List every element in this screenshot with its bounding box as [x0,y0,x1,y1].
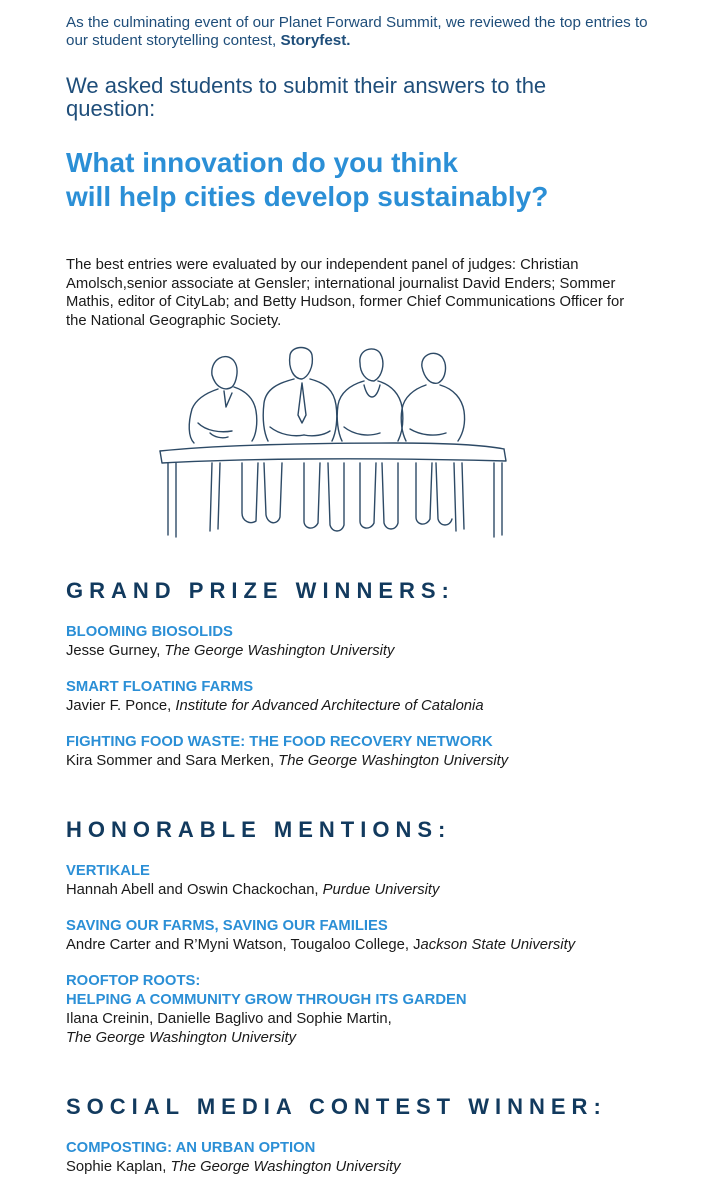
intro-paragraph [66,14,666,50]
entry-title: BLOOMING BIOSOLIDS [66,624,233,640]
entry-author-names: Ilana Creinin, Danielle Baglivo and Sophie Martin, [66,1011,392,1027]
storyfest-highlight: Storyfest. [280,32,351,49]
entry-authors [66,1158,686,1177]
entry-authors [66,697,686,716]
grand-prize-entry-3 [66,733,686,771]
grand-prize-entry-2 [66,678,686,716]
judges-panel-illustration [154,345,514,555]
entry-title: VERTIKALE [66,863,150,879]
entry-school: ackson State University [420,937,576,953]
entry-authors [66,881,686,900]
honorable-mentions-heading: HONORABLE MENTIONS: [66,817,452,842]
entry-authors [66,936,686,955]
honorable-entry-3 [66,972,686,1048]
judge-figure-3 [337,349,403,441]
entry-school: Institute for Advanced Architecture of Catalonia [175,698,484,714]
entry-author-names: Jesse Gurney, [66,643,165,659]
entry-school: The George Washington University [170,1159,401,1175]
judges-paragraph: The best entries were evaluated by our independent panel of judges: Christian Amolsch,senior associate at Gensler; international journalist David Enders; Sommer Mathis, editor of CityLab; and Betty Hudson, former Chief Communications Officer for the National Geographic Society. [66,257,625,329]
honorable-entry-1 [66,862,686,900]
entry-authors [66,642,686,661]
entry-title: SAVING OUR FARMS, SAVING OUR FAMILIES [66,918,388,934]
question-line-2: will help cities develop sustainably? [66,181,549,212]
grand-prize-heading: GRAND PRIZE WINNERS: [66,578,455,603]
entry-school: The George Washington University [278,753,509,769]
asked-paragraph: We asked students to submit their answers to the question: [66,73,547,121]
entry-authors [66,1010,686,1048]
social-entry-1 [66,1139,686,1177]
entry-title-line-1: ROOFTOP ROOTS: [66,973,201,989]
entry-author-names: Hannah Abell and Oswin Chackochan, [66,882,323,898]
judge-figure-4 [401,353,464,441]
honorable-entry-2 [66,917,686,955]
entry-title-line-2: HELPING A COMMUNITY GROW THROUGH ITS GARDEN [66,992,467,1008]
entry-author-names: Sophie Kaplan, [66,1159,171,1175]
entry-school: Purdue University [322,882,440,898]
entry-school: The George Washington University [66,1030,297,1046]
contest-question [66,146,686,214]
entry-title [66,972,686,1010]
entry-title: SMART FLOATING FARMS [66,679,254,695]
entry-author-names: Kira Sommer and Sara Merken, [66,753,279,769]
judge-figure-2 [263,348,337,442]
entry-author-names: Javier F. Ponce, [66,698,176,714]
judge-figure-1 [189,357,257,443]
entry-authors [66,752,686,771]
entry-title: FIGHTING FOOD WASTE: THE FOOD RECOVERY NETWORK [66,734,493,750]
intro-text: As the culminating event of our Planet Forward Summit, we reviewed the top entries to our student storytelling contest, [66,14,648,49]
entry-author-names: Andre Carter and R’Myni Watson, Tougaloo College, J [66,937,421,953]
grand-prize-entry-1 [66,623,686,661]
entry-title: COMPOSTING: AN URBAN OPTION [66,1140,316,1156]
entry-school: The George Washington University [164,643,395,659]
table [160,443,506,537]
social-media-heading: SOCIAL MEDIA CONTEST WINNER: [66,1094,607,1119]
question-line-1: What innovation do you think [66,147,458,178]
